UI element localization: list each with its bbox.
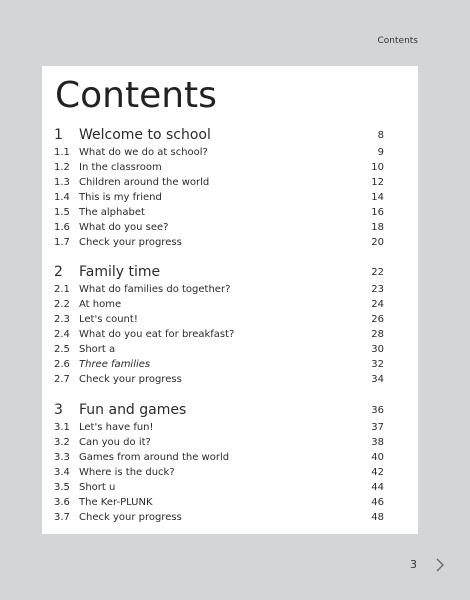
chapter-heading[interactable] — [42, 400, 418, 420]
section-page: 12 — [371, 177, 384, 188]
chapter-title: Family time — [79, 264, 161, 280]
section-title: This is my friend — [79, 192, 162, 203]
section-item[interactable] — [42, 435, 418, 450]
section-title: Check your progress — [79, 512, 182, 523]
chapter-title: Welcome to school — [79, 127, 211, 143]
section-page: 10 — [371, 162, 384, 173]
section-number: 1.2 — [54, 162, 70, 173]
section-page: 30 — [371, 344, 384, 355]
chapter-number: 3 — [54, 402, 63, 418]
section-number: 2.6 — [54, 359, 70, 370]
section-number: 2.4 — [54, 329, 70, 340]
section-title: The alphabet — [79, 207, 145, 218]
section-item[interactable] — [42, 205, 418, 220]
section-page: 28 — [371, 329, 384, 340]
section-item[interactable] — [42, 420, 418, 435]
chapter-2 — [42, 262, 418, 387]
chapter-page: 8 — [377, 130, 384, 141]
section-number: 2.7 — [54, 374, 70, 385]
section-page: 18 — [371, 222, 384, 233]
section-number: 1.5 — [54, 207, 70, 218]
section-item[interactable] — [42, 450, 418, 465]
section-title: What do you eat for breakfast? — [79, 329, 235, 340]
chapter-1 — [42, 125, 418, 250]
section-page: 20 — [371, 237, 384, 248]
section-page: 37 — [371, 422, 384, 433]
page-title: Contents — [55, 75, 217, 116]
section-page: 16 — [371, 207, 384, 218]
contents-panel — [42, 66, 418, 534]
section-page: 46 — [371, 497, 384, 508]
section-title: Check your progress — [79, 374, 182, 385]
section-item[interactable] — [42, 175, 418, 190]
section-item[interactable] — [42, 510, 418, 525]
section-item[interactable] — [42, 342, 418, 357]
section-number: 1.6 — [54, 222, 70, 233]
section-page: 42 — [371, 467, 384, 478]
section-number: 3.6 — [54, 497, 70, 508]
section-item[interactable] — [42, 235, 418, 250]
section-item[interactable] — [42, 465, 418, 480]
section-item[interactable] — [42, 297, 418, 312]
section-title: Children around the world — [79, 177, 210, 188]
section-page: 40 — [371, 452, 384, 463]
section-number: 3.4 — [54, 467, 70, 478]
section-number: 3.2 — [54, 437, 70, 448]
section-number: 1.1 — [54, 147, 70, 158]
section-title: Short a — [79, 344, 116, 355]
section-number: 1.3 — [54, 177, 70, 188]
section-title: Three families — [79, 359, 151, 370]
section-number: 3.3 — [54, 452, 70, 463]
section-title: Can you do it? — [79, 437, 151, 448]
section-number: 2.1 — [54, 284, 70, 295]
section-item[interactable] — [42, 495, 418, 510]
section-page: 32 — [371, 359, 384, 370]
chapter-page: 22 — [371, 267, 384, 278]
section-item[interactable] — [42, 372, 418, 387]
section-title: At home — [79, 299, 122, 310]
section-number: 2.3 — [54, 314, 70, 325]
section-page: 26 — [371, 314, 384, 325]
chapter-page: 36 — [371, 405, 384, 416]
chapter-heading[interactable] — [42, 125, 418, 145]
section-title: Let's count! — [79, 314, 138, 325]
section-number: 1.4 — [54, 192, 70, 203]
chapter-number: 1 — [54, 127, 63, 143]
section-number: 3.1 — [54, 422, 70, 433]
section-page: 48 — [371, 512, 384, 523]
chevron-right-icon[interactable] — [433, 556, 447, 574]
chapter-number: 2 — [54, 264, 63, 280]
section-title: Let's have fun! — [79, 422, 154, 433]
section-number: 2.2 — [54, 299, 70, 310]
section-title: Short u — [79, 482, 116, 493]
section-page: 9 — [377, 147, 384, 158]
section-title: What do you see? — [79, 222, 169, 233]
running-header: Contents — [377, 36, 418, 46]
section-number: 2.5 — [54, 344, 70, 355]
section-title: What do families do together? — [79, 284, 231, 295]
section-number: 1.7 — [54, 237, 70, 248]
chapter-heading[interactable] — [42, 262, 418, 282]
section-item[interactable] — [42, 160, 418, 175]
section-page: 24 — [371, 299, 384, 310]
section-item[interactable] — [42, 190, 418, 205]
section-title: Where is the duck? — [79, 467, 175, 478]
section-number: 3.5 — [54, 482, 70, 493]
section-page: 44 — [371, 482, 384, 493]
section-item[interactable] — [42, 282, 418, 297]
section-item[interactable] — [42, 357, 418, 372]
section-number: 3.7 — [54, 512, 70, 523]
chapter-3 — [42, 400, 418, 525]
section-page: 23 — [371, 284, 384, 295]
section-item[interactable] — [42, 312, 418, 327]
section-title: In the classroom — [79, 162, 162, 173]
section-page: 38 — [371, 437, 384, 448]
section-page: 34 — [371, 374, 384, 385]
section-item[interactable] — [42, 327, 418, 342]
page-number: 3 — [410, 558, 417, 571]
section-item[interactable] — [42, 145, 418, 160]
chapter-title: Fun and games — [79, 402, 187, 418]
section-title: What do we do at school? — [79, 147, 208, 158]
section-item[interactable] — [42, 480, 418, 495]
section-title: The Ker-PLUNK — [79, 497, 153, 508]
section-title: Check your progress — [79, 237, 182, 248]
section-page: 14 — [371, 192, 384, 203]
section-item[interactable] — [42, 220, 418, 235]
section-title: Games from around the world — [79, 452, 230, 463]
